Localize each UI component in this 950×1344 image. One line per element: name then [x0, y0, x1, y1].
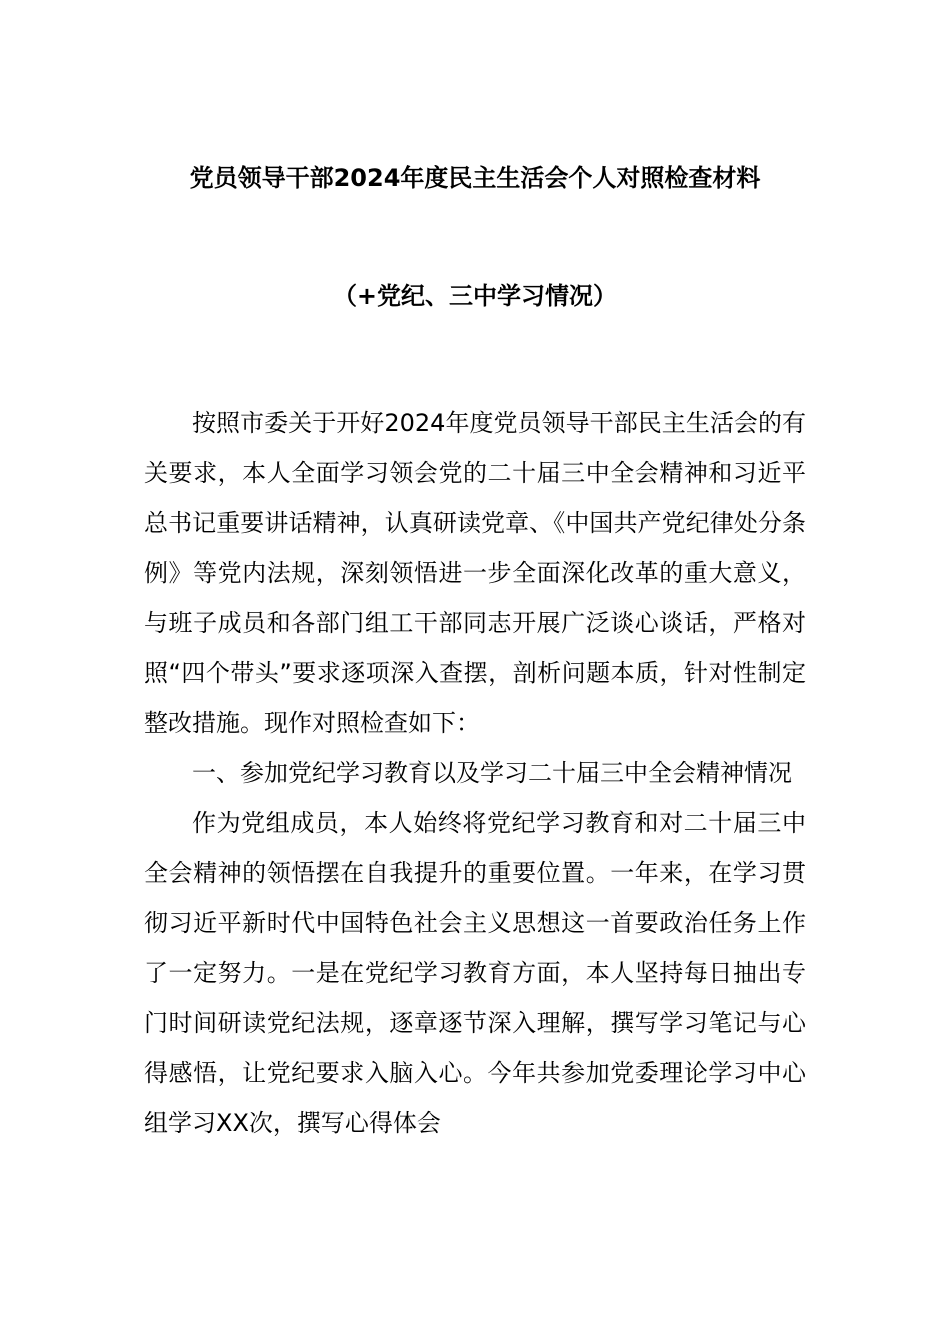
paragraph-section-1: 作为党组成员，本人始终将党纪学习教育和对二十届三中全会精神的领悟摆在自我提升的重要位置。一年来，在学习贯彻习近平新时代中国特色社会主义思想这一首要政治任务上作了一定努力。一是在党纪学习教育方面，本人坚持每日抽出专门时间研读党纪法规，逐章逐节深入理解，撰写学习笔记与心得感悟，让党纪要求入脑入心。今年共参加党委理论学习中心组学习XX次，撰写心得体会: [144, 809, 806, 1137]
section-heading-1: 一、参加党纪学习教育以及学习二十届三中全会精神情况: [192, 759, 792, 787]
document-subtitle: （+党纪、三中学习情况）: [332, 282, 618, 310]
document-body: [144, 398, 806, 1148]
document-title: 党员领导干部2024年度民主生活会个人对照检查材料: [189, 164, 761, 192]
paragraph-intro: 按照市委关于开好2024年度党员领导干部民主生活会的有关要求，本人全面学习领会党的二十届三中全会精神和习近平总书记重要讲话精神，认真研读党章、《中国共产党纪律处分条例》等党内法规，深刻领悟进一步全面深化改革的重大意义，与班子成员和各部门组工干部同志开展广泛谈心谈话，严格对照“四个带头”要求逐项深入查摆，剖析问题本质，针对性制定整改措施。现作对照检查如下：: [144, 409, 806, 737]
